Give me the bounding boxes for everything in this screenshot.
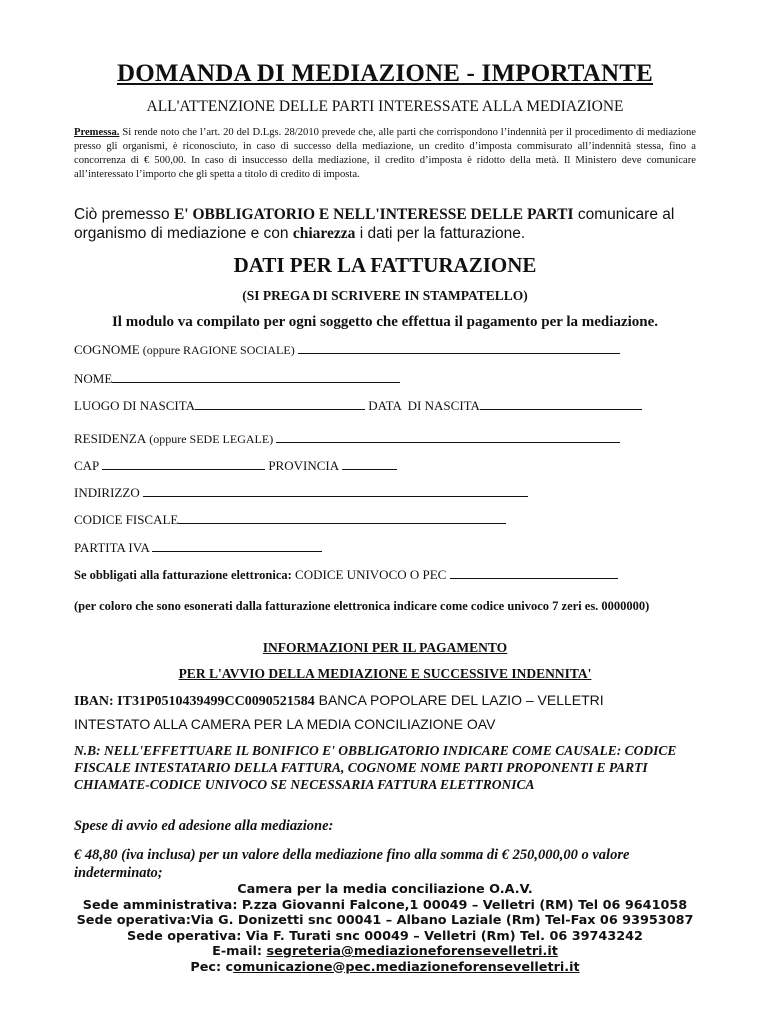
cio-text-2: comunicare al organismo di mediazione e con [74,206,675,242]
cap-provincia-field[interactable] [74,457,397,474]
cio-text-1: Ciò premesso [74,206,174,223]
esonerati-note: (per coloro che sono esonerati dalla fatturazione elettronica indicare come codice univoco 7 zeri es. 0000000) [74,599,650,613]
luogo-nascita-label: LUOGO DI NASCITA [74,398,196,413]
cio-premesso-paragraph [74,205,714,243]
footer-contacts [60,882,710,975]
fatturazione-title: DATI PER LA FATTURAZIONE [233,253,537,277]
footer-org-name: Camera per la media conciliazione O.A.V. [237,882,533,897]
bank-name: BANCA POPOLARE DEL LAZIO – VELLETRI [314,692,604,708]
fatturazione-elettronica-field[interactable] [74,566,618,583]
cognome-input-line[interactable] [298,341,620,354]
provincia-input-line[interactable] [342,457,397,470]
indirizzo-input-line[interactable] [143,484,528,497]
partita-iva-label: PARTITA IVA [74,540,153,555]
modulo-instruction: Il modulo va compilato per ogni soggetto che effettua il pagamento per la mediazione. [111,314,659,330]
cognome-field[interactable] [74,341,620,358]
codice-fiscale-label: CODICE FISCALE [74,512,179,527]
indirizzo-field[interactable] [74,484,528,501]
residenza-input-line[interactable] [276,430,620,443]
iban-code: IBAN: IT31P0510439499CC0090521584 [74,694,315,709]
indirizzo-label: INDIRIZZO [74,485,143,500]
data-nascita-input-line[interactable] [480,397,642,410]
luogo-data-field[interactable] [74,397,642,414]
pagamento-subtitle: PER L'AVVIO DELLA MEDIAZIONE E SUCCESSIVE INDENNITA' [178,666,592,681]
cognome-hint: (oppure RAGIONE SOCIALE) [139,343,298,357]
residenza-field[interactable] [74,430,620,447]
cap-input-line[interactable] [102,457,265,470]
cio-text-3: i dati per la fatturazione. [355,225,526,242]
nome-label: NOME [74,371,113,386]
pagamento-title: INFORMAZIONI PER IL PAGAMENTO [262,640,508,655]
codice-fiscale-input-line[interactable] [178,511,506,524]
footer-sede-amministrativa: Sede amministrativa: P.zza Giovanni Falcone,1 00049 – Velletri (RM) Tel 06 9641058 [82,897,688,913]
iban-line [74,692,604,710]
codice-fiscale-field[interactable] [74,511,506,528]
footer-pec-line [60,960,710,976]
spese-title: Spese di avvio ed adesione alla mediazione: [74,818,334,834]
elettronica-bold-label: Se obbligati alla fatturazione elettronica: [74,568,292,582]
footer-sede-operativa-velletri: Sede operativa: Via F. Turati snc 00049 – Velletri (Rm) Tel. 06 39743242 [127,928,643,944]
codice-univoco-input-line[interactable] [450,566,618,579]
residenza-hint: (oppure SEDE LEGALE) [146,432,277,446]
cap-label: CAP [74,458,103,473]
luogo-nascita-input-line[interactable] [195,397,365,410]
premessa-paragraph [74,126,696,182]
cognome-label: COGNOME [74,342,140,357]
document-subtitle: ALL'ATTENZIONE DELLE PARTI INTERESSATE ALLA MEDIAZIONE [146,98,624,115]
residenza-label: RESIDENZA [74,431,147,446]
nome-input-line[interactable] [112,370,400,383]
codice-univoco-label: CODICE UNIVOCO O PEC [291,567,450,582]
email-label: E-mail: [212,944,267,959]
nome-field[interactable] [74,370,400,387]
footer-sede-operativa-albano: Sede operativa:Via G. Donizetti snc 00041 – Albano Laziale (Rm) Tel-Fax 06 93953087 [76,913,694,928]
cio-bold-2: chiarezza [292,225,356,242]
cio-bold-1: E' OBBLIGATORIO E NELL'INTERESSE DELLE PARTI [173,206,574,223]
email-link[interactable]: segreteria@mediazioneforensevelletri.it [266,944,558,959]
document-title: DOMANDA DI MEDIAZIONE - IMPORTANTE [116,60,654,87]
footer-email-line [60,944,710,960]
partita-iva-input-line[interactable] [152,539,322,552]
pec-link[interactable]: omunicazione@pec.mediazioneforensevelletri.it [233,959,580,975]
pec-label: Pec: c [190,959,234,975]
nb-causale-note: N.B: NELL'EFFETTUARE IL BONIFICO E' OBBLIGATORIO INDICARE COME CAUSALE: CODICE FISCALE INTESTATARIO DELLA FATTURA, COGNOME NOME PARTI PROPONENTI E PARTI CHIAMATE-CODICE UNIVOCO SE NECESSARIA FATTURA ELETTRONICA [74,743,677,792]
premessa-text: Si rende noto che l’art. 20 del D.Lgs. 28/2010 prevede che, alle parti che corrispondono l’indennità per il procedimento di mediazione presso gli organismi, è riconosciuto, in caso di successo della mediazione, un credito d’imposta commisurato all’indennità stessa, fino a concorrenza di € 500,00. In caso di insuccesso della mediazione, il credito d’imposta è ridotto della metà. Il Ministero deve comunicare all’interessato l’importo che gli spetta a titolo di credito di imposta. [74,127,696,180]
importo-text: € 48,80 (iva inclusa) per un valore della mediazione fino alla somma di € 250,000,00 o valore indeterminato; [74,847,630,881]
partita-iva-field[interactable] [74,539,322,556]
data-nascita-label: DATA DI NASCITA [365,398,480,413]
premessa-label: Premessa. [74,127,120,138]
provincia-label: PROVINCIA [265,458,342,473]
stampatello-note: (SI PREGA DI SCRIVERE IN STAMPATELLO) [242,288,528,303]
intestato-line: INTESTATO ALLA CAMERA PER LA MEDIA CONCILIAZIONE OAV [74,716,496,732]
